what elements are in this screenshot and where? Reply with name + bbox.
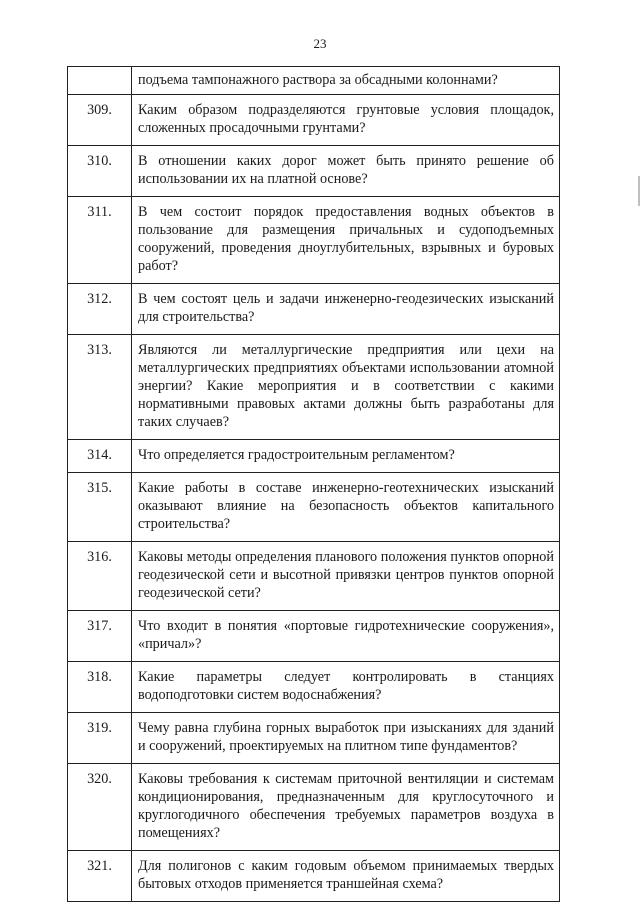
table-row (68, 95, 560, 146)
table-row (68, 662, 560, 713)
table-row (68, 67, 560, 95)
question-text: В отношении каких дорог может быть принято решение об использовании их на платной основе? (132, 146, 560, 197)
table-row (68, 713, 560, 764)
table-row (68, 542, 560, 611)
question-text: Какие параметры следует контролировать в станциях водоподготовки систем водоснабжения? (132, 662, 560, 713)
question-number: 321. (68, 851, 132, 902)
table-row (68, 764, 560, 851)
question-text: Чему равна глубина горных выработок при изысканиях для зданий и сооружений, проектируемых на плитном типе фундаментов? (132, 713, 560, 764)
question-text: Что определяется градостроительным регламентом? (132, 440, 560, 473)
question-text: Являются ли металлургические предприятия или цехи на металлургических предприятиях объектами использовании атомной энергии? Какие мероприятия и в соответствии с какими нормативными правовых актами должны быть разработаны для таких случаев? (132, 335, 560, 440)
question-text: Каковы методы определения планового положения пунктов опорной геодезической сети и высотной привязки центров пунктов опорной геодезической сети? (132, 542, 560, 611)
question-text: Для полигонов с каким годовым объемом принимаемых твердых бытовых отходов применяется траншейная схема? (132, 851, 560, 902)
table-row (68, 473, 560, 542)
question-number: 318. (68, 662, 132, 713)
table-row (68, 284, 560, 335)
question-number: 309. (68, 95, 132, 146)
table-row (68, 146, 560, 197)
question-number: 314. (68, 440, 132, 473)
question-text: Каким образом подразделяются грунтовые условия площадок, сложенных просадочными грунтами? (132, 95, 560, 146)
question-number: 319. (68, 713, 132, 764)
question-text: Что входит в понятия «портовые гидротехнические сооружения», «причал»? (132, 611, 560, 662)
question-number: 312. (68, 284, 132, 335)
table-row (68, 197, 560, 284)
table-row (68, 335, 560, 440)
question-number: 316. (68, 542, 132, 611)
table-row (68, 851, 560, 902)
question-text: В чем состоят цель и задачи инженерно-геодезических изысканий для строительства? (132, 284, 560, 335)
table-row (68, 611, 560, 662)
question-number: 317. (68, 611, 132, 662)
question-number: 310. (68, 146, 132, 197)
question-number: 320. (68, 764, 132, 851)
page-number: 23 (313, 36, 327, 51)
questions-table-body (68, 67, 560, 902)
question-text: В чем состоит порядок предоставления водных объектов в пользование для размещения причальных и судоподъемных сооружений, проведения дноуглубительных, взрывных и буровых работ? (132, 197, 560, 284)
table-row (68, 440, 560, 473)
question-number: 313. (68, 335, 132, 440)
questions-table (67, 66, 560, 902)
question-number: 311. (68, 197, 132, 284)
question-text: подъема тампонажного раствора за обсадными колоннами? (132, 67, 560, 95)
question-text: Какие работы в составе инженерно-геотехнических изысканий оказывают влияние на безопасность объектов капитального строительства? (132, 473, 560, 542)
question-number (68, 67, 132, 95)
question-number: 315. (68, 473, 132, 542)
question-text: Каковы требования к системам приточной вентиляции и системам кондиционирования, предназначенным для круглосуточного и круглогодичного обеспечения требуемых параметров воздуха в помещениях? (132, 764, 560, 851)
